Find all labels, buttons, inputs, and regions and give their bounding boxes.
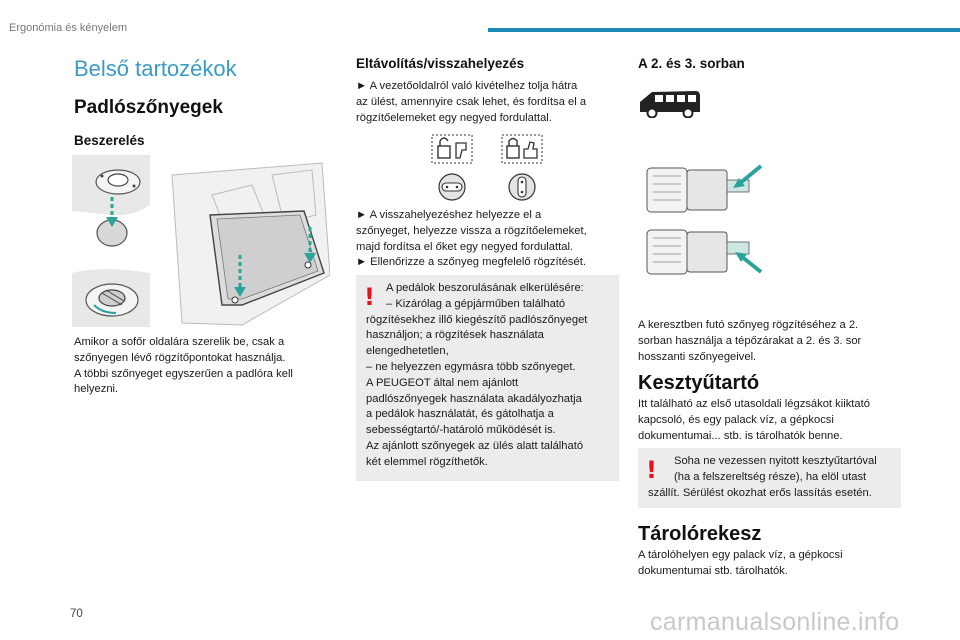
lock-open-icon [432,135,472,163]
warning-icon: ! [646,456,657,484]
van-icon [638,88,702,118]
seat-rows-illustration [643,160,773,280]
removal-text: ► A vezetőoldalról való kivételhez tolja hátra az ülést, amennyire csak lehet, és fordítsa el a rögzítőelemeket egy negyed fordulattal. [356,80,587,124]
glovebox-heading: Kesztyűtartó [638,372,760,394]
mats-heading: Padlószőnyegek [74,97,223,118]
lock-closed-icon [502,135,542,163]
storage-heading: Tárolórekesz [638,523,762,545]
section-header: Ergonómia és kényelem [9,22,128,34]
warning-icon: ! [364,283,375,311]
install-heading: Beszerelés [74,133,145,148]
header-accent-bar [488,28,960,32]
watermark: carmanualsonline.info [650,608,900,636]
glovebox-warning-box: ! Soha ne vezessen nyitott kesztyűtartóval (ha a felszereltség része), ha elöl utast szállít. Sérülést okozhat erős lassítás esetén. [638,448,901,508]
glovebox-text: Itt található az első utasoldali légzsákot kiiktató kapcsoló, és egy palack víz, a gépkocsi dokumentumai... stb. is tárolhatók benne. [638,398,870,442]
arrow-icon [735,252,761,272]
page-title: Belső tartozékok [74,56,237,81]
page-number: 70 [70,608,83,620]
install-text: Amikor a sofőr oldalára szerelik be, csak a szőnyegen lévő rögzítőpontokat használja. A többi szőnyeget egyszerűen a padlóra kell helyezni. [74,336,293,396]
pedal-warning-box: ! A pedálok beszorulásának elkerülésére: – Kizárólag a gépjárműben található rögzítésekhez illő kiegészítő padlószőnyeget használjon; a rögzítések használata elengedhetetlen, – ne helyezzen egymásra több szőnyeget. A PEUGEOT által nem ajánlott padlószőnyegek használata akadályozhatja a pedálok használatát, és gátolhatja a sebességtartó/-határoló működését is. Az ajánlott szőnyegek az ülés alatt található két elemmel rögzíthetők. [356,275,619,481]
fastener-illustration [430,132,545,204]
refit-text: ► A visszahelyezéshez helyezze el a szőnyeget, helyezze vissza a rögzítőelemeket, majd fordítsa el őket egy negyed fordulattal. ► Ellenőrizze a szőnyeg megfelelő rögzítését. [356,209,587,269]
storage-text: A tárolóhelyen egy palack víz, a gépkocsi dokumentumai stb. tárolhatók. [638,549,843,577]
fastener-icon [439,174,465,200]
floor-mat-illustration [72,155,330,330]
rows-text: A keresztben futó szőnyeg rögzítéséhez a 2. sorban használja a tépőzárakat a 2. és 3. sor hosszanti szőnyegeivel. [638,319,862,363]
rows-heading: A 2. és 3. sorban [638,56,745,71]
fastener-icon [509,174,535,200]
removal-heading: Eltávolítás/visszahelyezés [356,56,525,71]
